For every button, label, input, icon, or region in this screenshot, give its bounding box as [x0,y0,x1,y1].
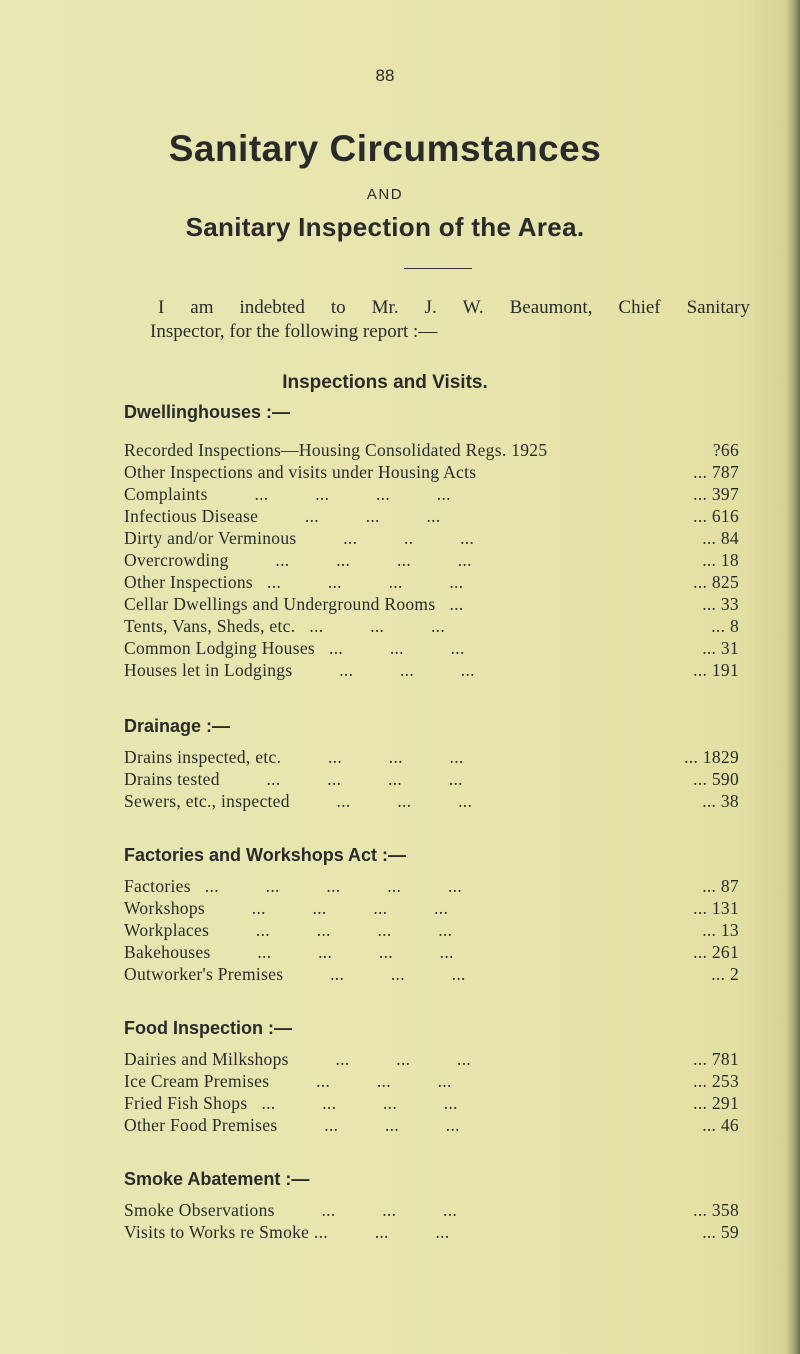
row-value: ... 87 [702,876,739,896]
row-label: Other Food Premises ... ... ... [124,1115,460,1135]
row-label: Workplaces ... ... ... ... [124,920,453,940]
table-row [124,549,739,571]
row-label: Fried Fish Shops ... ... ... ... [124,1093,458,1113]
row-value: ... 191 [693,660,739,680]
group-heading-dwellinghouses: Dwellinghouses :— [124,402,291,422]
row-value: ... 33 [702,594,739,614]
table-row [124,790,739,812]
row-value: ... 2 [711,964,739,984]
and-connector: AND [366,186,404,203]
row-label: Ice Cream Premises ... ... ... [124,1071,452,1091]
row-value: ... 84 [702,528,739,548]
table-row [124,746,739,768]
title-divider [404,268,472,269]
table-row [124,768,739,790]
row-value: ... 8 [711,616,739,636]
row-value: ... 291 [693,1093,739,1113]
row-value: ... 787 [693,462,739,482]
row-label: Dairies and Milkshops ... ... ... [124,1049,472,1069]
table-row [124,637,739,659]
row-value: ... 38 [702,791,739,811]
table-row [124,941,739,963]
table-row [124,571,739,593]
row-value: ... 131 [693,898,739,918]
row-label: Bakehouses ... ... ... ... [124,942,454,962]
intro-word: indebted [239,297,305,318]
group-heading-smoke: Smoke Abatement :— [124,1169,310,1189]
row-label: Common Lodging Houses ... ... ... [124,638,465,658]
row-label: Drains inspected, etc. ... ... ... [124,747,464,767]
page-subtitle: Sanitary Inspection of the Area. [185,212,585,242]
row-label: Tents, Vans, Sheds, etc. ... ... ... [124,616,445,636]
table-row [124,963,739,985]
page-title: Sanitary Circumstances [168,128,602,169]
intro-word: W. [462,297,484,318]
row-label: Smoke Observations ... ... ... [124,1200,458,1220]
row-label: Workshops ... ... ... ... [124,898,449,918]
row-value: ?66 [712,440,739,460]
intro-paragraph [150,296,750,344]
row-value: ... 358 [693,1200,739,1220]
row-value: ... 18 [702,550,739,570]
table-row [124,1199,739,1221]
row-value: ... 616 [693,506,739,526]
row-label: Dirty and/or Verminous ... .. ... [124,528,475,548]
row-value: ... 397 [693,484,739,504]
row-value: ... 31 [702,638,739,658]
group-heading-food: Food Inspection :— [124,1018,292,1038]
table-row [124,461,739,483]
table-row [124,897,739,919]
row-label: Visits to Works re Smoke ... ... ... [124,1222,450,1242]
table-row [124,505,739,527]
table-row [124,527,739,549]
row-label: Infectious Disease ... ... ... [124,506,441,526]
table-row [124,659,739,681]
row-value: ... 253 [693,1071,739,1091]
row-value: ... 781 [693,1049,739,1069]
table-row [124,1221,739,1243]
row-value: ... 13 [702,920,739,940]
row-value: ... 59 [702,1222,739,1242]
group-heading-factories: Factories and Workshops Act :— [124,845,407,865]
table-row [124,919,739,941]
row-label: Other Inspections and visits under Housing Acts [124,462,477,482]
row-label: Houses let in Lodgings ... ... ... [124,660,475,680]
table-row [124,615,739,637]
page-number: 88 [375,66,395,85]
row-label: Recorded Inspections—Housing Consolidated Regs. 1925 [124,440,548,460]
row-value: ... 261 [693,942,739,962]
row-label: Outworker's Premises ... ... ... [124,964,466,984]
row-label: Complaints ... ... ... ... [124,484,451,504]
row-label: Overcrowding ... ... ... ... [124,550,472,570]
intro-line-1 [158,296,750,320]
row-value: ... 46 [702,1115,739,1135]
table-row [124,483,739,505]
table-row [124,593,739,615]
group-heading-drainage: Drainage :— [124,716,231,736]
row-value: ... 1829 [684,747,739,767]
intro-word: am [190,297,214,318]
table-row [124,1092,739,1114]
row-label: Other Inspections ... ... ... ... [124,572,464,592]
intro-word: I [158,297,165,318]
row-value: ... 590 [693,769,739,789]
page-edge-shadow [786,0,800,1354]
intro-word: Beaumont, [509,297,593,318]
intro-line-2: Inspector, for the following report :— [150,321,438,342]
table-row [124,875,739,897]
intro-word: Chief [618,297,661,318]
table-row [124,1070,739,1092]
intro-word: to [330,297,346,318]
row-label: Sewers, etc., inspected ... ... ... [124,791,473,811]
table-row [124,439,739,461]
intro-word: J. [424,297,437,318]
table-row [124,1048,739,1070]
row-value: ... 825 [693,572,739,592]
row-label: Factories ... ... ... ... ... [124,876,462,896]
row-label: Cellar Dwellings and Underground Rooms ... [124,594,464,614]
intro-word: Mr. [371,297,399,318]
row-label: Drains tested ... ... ... ... [124,769,463,789]
intro-word: Sanitary [686,297,750,318]
table-row [124,1114,739,1136]
section-heading-inspections: Inspections and Visits. [282,372,488,393]
